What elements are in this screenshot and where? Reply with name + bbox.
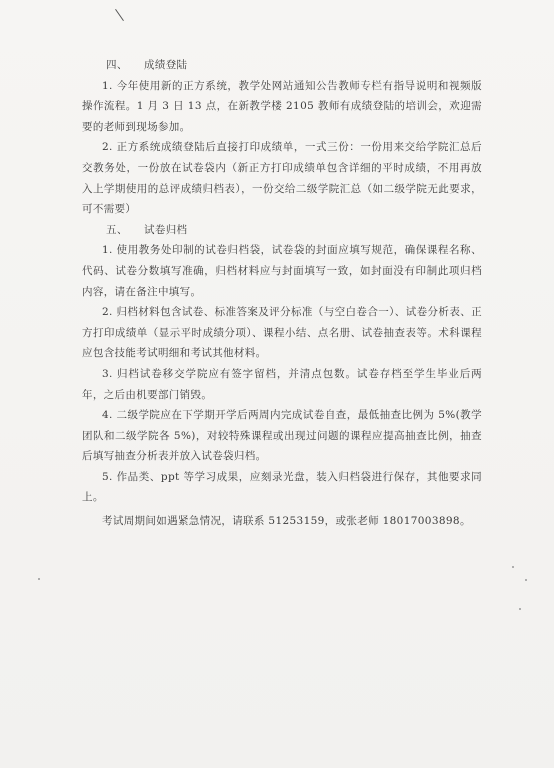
paragraph: 1. 今年使用新的正方系统，教学处网站通知公告教师专栏有指导说明和视频版操作流程。1 月 3 日 13 点，在新教学楼 2105 教师有成绩登陆的培训会，欢迎需要的老师到现场参加。 <box>82 79 482 133</box>
paragraph: 5. 作品类、ppt 等学习成果，应刻录光盘，装入归档袋进行保存，其他要求同上。 <box>82 470 482 504</box>
paragraph: 2. 正方系统成绩登陆后直接打印成绩单，一式三份：一份用来交给学院汇总后交教务处，一份放在试卷袋内（新正方打印成绩单包含详细的平时成绩，不用再放入上学期使用的总评成绩归档表），一份交给二级学院汇总（如二级学院无此要求，可不需要） <box>82 141 482 216</box>
section-heading-grades <box>82 55 482 76</box>
paragraph: 1. 使用教务处印制的试卷归档袋，试卷袋的封面应填写规范，确保课程名称、代码、试卷分数填写准确，归档材料应与封面填写一致，如封面没有印制此项归档内容，请在备注中填写。 <box>82 244 482 298</box>
contact-note: 考试周期间如遇紧急情况，请联系 51253159，或张老师 18017003898。 <box>102 515 471 528</box>
pen-mark <box>115 9 124 21</box>
section-number: 五、 <box>106 223 128 236</box>
section-title: 成绩登陆 <box>144 59 188 71</box>
document-body <box>82 55 482 532</box>
scan-speck <box>512 566 514 568</box>
section-number: 四、 <box>106 59 128 71</box>
scan-speck <box>519 608 521 610</box>
scan-speck <box>38 578 40 580</box>
paragraph: 4. 二级学院应在下学期开学后两周内完成试卷自查，最低抽查比例为 5%(教学团队和二级学院各 5%)，对较特殊课程或出现过问题的课程应提高抽查比例，抽查后填写抽查分析表并放入试卷袋归档。 <box>82 409 482 463</box>
scan-speck <box>525 579 527 581</box>
paragraph: 2. 归档材料包含试卷、标准答案及评分标准（与空白卷合一）、试卷分析表、正方打印成绩单（显示平时成绩分项）、课程小结、点名册、试卷抽查表等。术科课程应包含技能考试明细和考试其他材料。 <box>82 306 482 360</box>
section-title: 试卷归档 <box>144 223 188 236</box>
paragraph: 3. 归档试卷移交学院应有签字留档，并清点包数。试卷存档至学生毕业后两年，之后由机要部门销毁。 <box>82 367 482 401</box>
section-heading-archive <box>82 220 482 241</box>
